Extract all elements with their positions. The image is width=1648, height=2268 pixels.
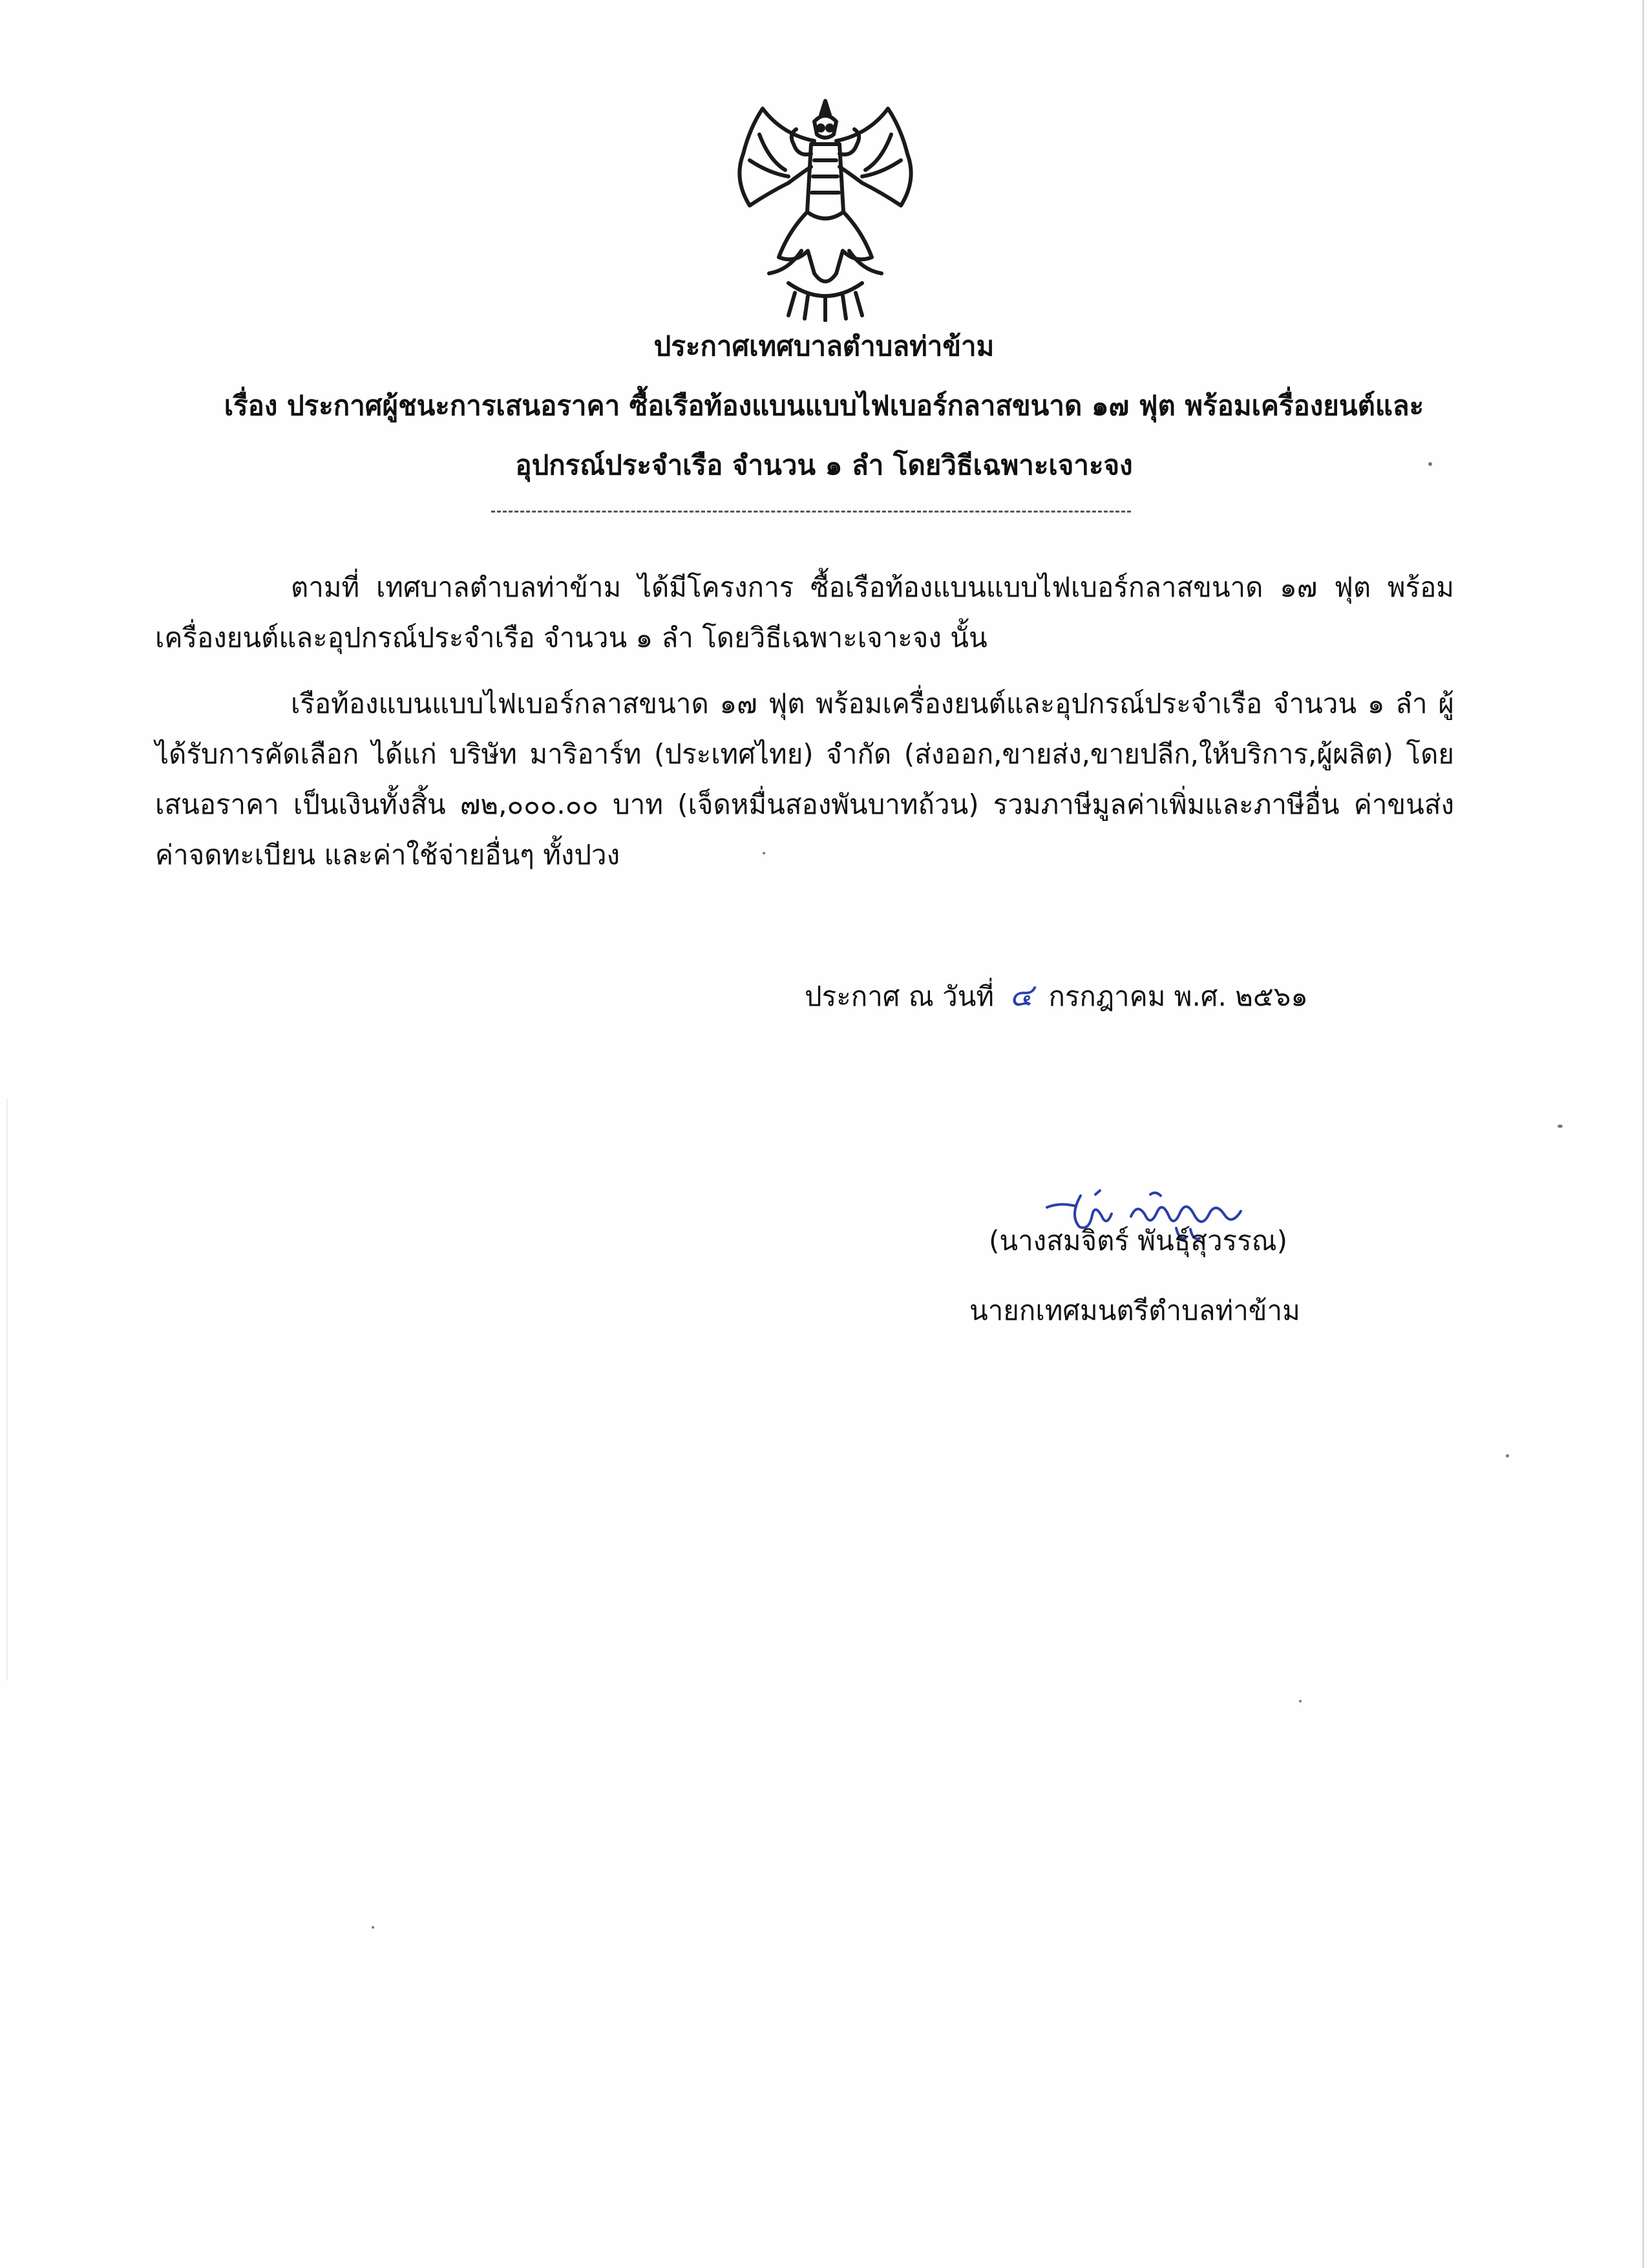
scan-speck [763,852,765,854]
signatory-name: (นางสมจิตร์ พันธุ์สุวรรณ) [989,1225,1288,1256]
announcement-title: ประกาศเทศบาลตำบลท่าข้าม [653,330,995,362]
subject-line-2: อุปกรณ์ประจำเรือ จำนวน ๑ ลำ โดยวิธีเฉพาะเจาะจง [515,449,1133,481]
body-paragraph-1: ตามที่ เทศบาลตำบลท่าข้าม ได้มีโครงการ ซื้อเรือท้องแบนแบบไฟเบอร์กลาสขนาด ๑๗ ฟุต พร้อมเครื่องยนต์และอุปกรณ์ประจำเรือ จำนวน ๑ ลำ โดยวิธีเฉพาะเจาะจง นั้น [155,571,1454,653]
date-day: ๔ [1009,977,1033,1013]
scan-speck [1299,1700,1302,1702]
title-separator [491,511,1131,513]
body-paragraph-2: เรือท้องแบนแบบไฟเบอร์กลาสขนาด ๑๗ ฟุต พร้อมเครื่องยนต์และอุปกรณ์ประจำเรือ จำนวน ๑ ลำ ผู้ได้รับการคัดเลือก ได้แก่ บริษัท มาริอาร์ท (ประเทศไทย) จำกัด (ส่งออก,ขายส่ง,ขายปลีก,ให้บริการ,ผู้ผลิต) โดยเสนอราคา เป็นเงินทั้งสิ้น ๗๒,๐๐๐.๐๐ บาท (เจ็ดหมื่นสองพันบาทถ้วน) รวมภาษีมูลค่าเพิ่มและภาษีอื่น ค่าขนส่ง ค่าจดทะเบียน และค่าใช้จ่ายอื่นๆ ทั้งปวง [155,688,1454,871]
scan-speck [1558,1125,1563,1128]
date-month-year: กรกฎาคม พ.ศ. ๒๕๖๑ [1048,980,1308,1012]
signatory-position: นายกเทศมนตรีตำบลท่าข้าม [969,1295,1300,1326]
scan-speck [1428,462,1432,466]
garuda-emblem-icon [724,96,927,322]
scan-speck [372,1926,374,1929]
announcement-date [805,976,1308,1016]
subject-line-1: เรื่อง ประกาศผู้ชนะการเสนอราคา ซื้อเรือท้องแบนแบบไฟเบอร์กลาสขนาด ๑๗ ฟุต พร้อมเครื่องยนต์และ [224,390,1424,421]
scan-edge-left [6,1099,8,1680]
scan-speck [1506,1454,1509,1457]
date-prefix: ประกาศ ณ วันที่ [805,980,995,1012]
